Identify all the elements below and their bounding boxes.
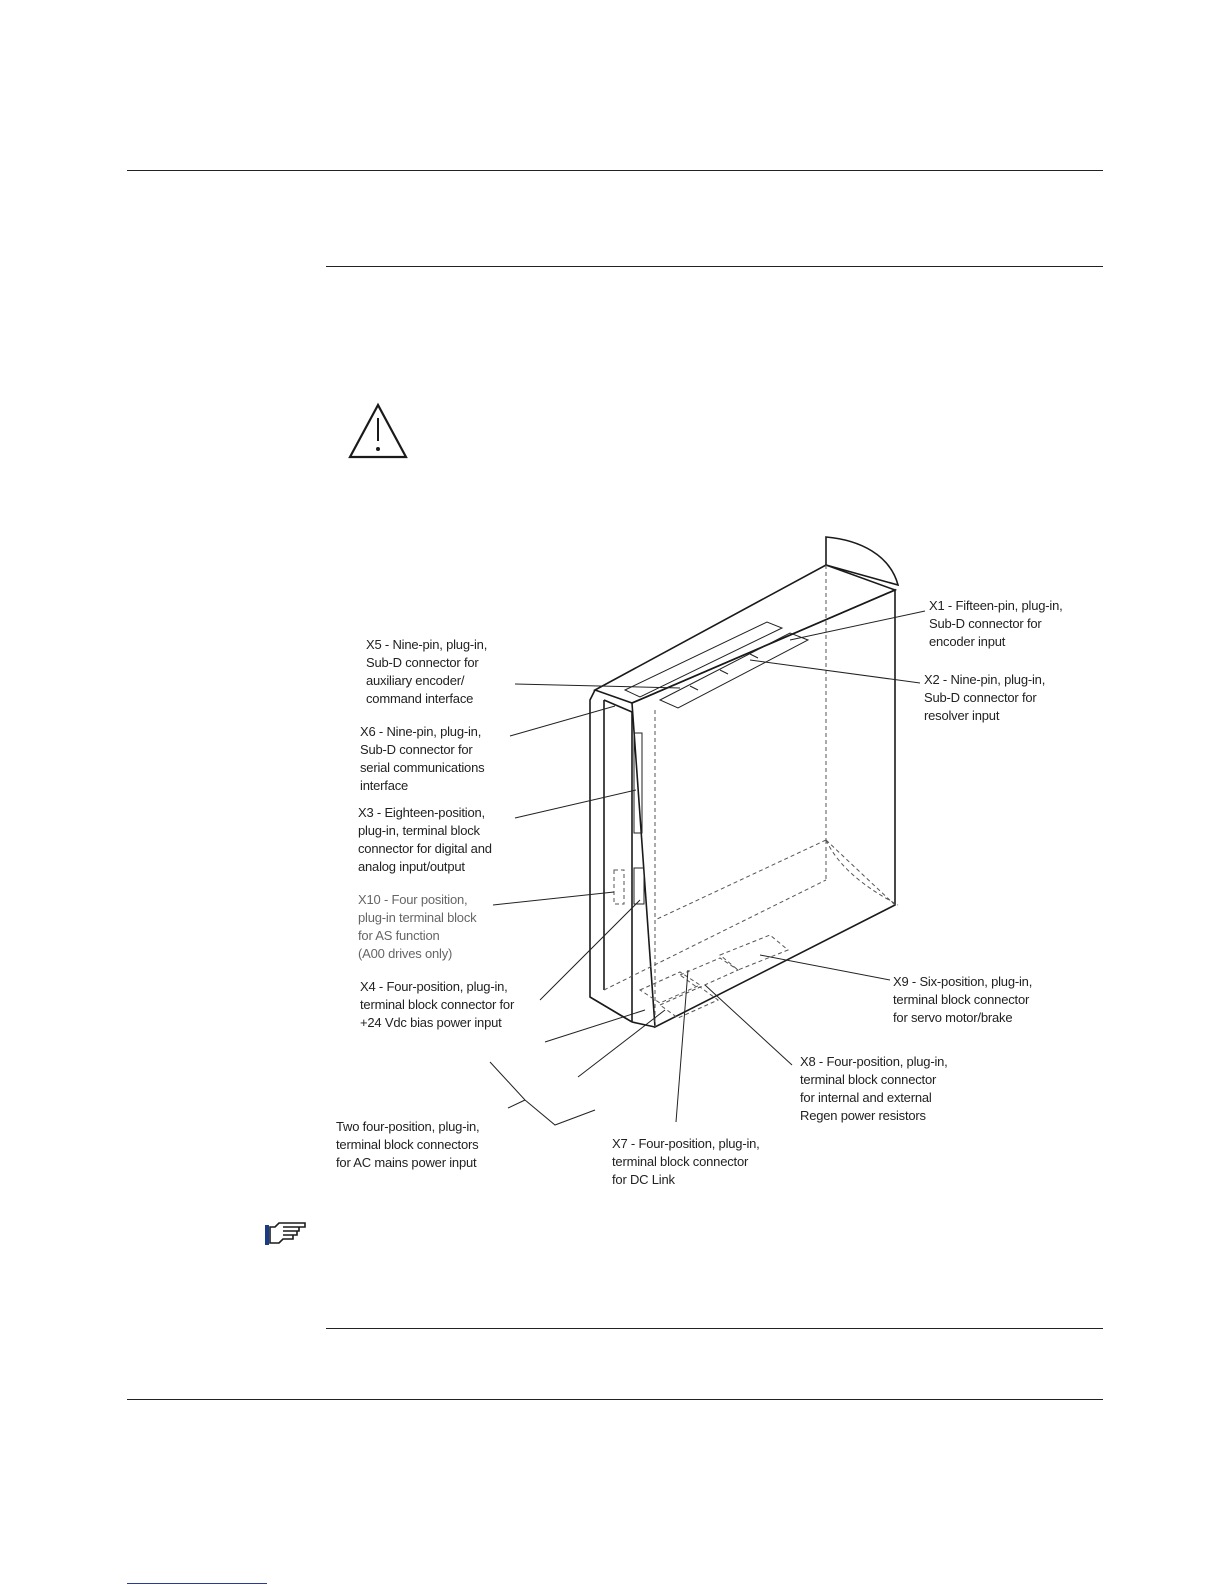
callout-x1 (929, 598, 1066, 649)
callout-x6-line2: Sub-D connector for (360, 742, 473, 757)
callout-x3 (358, 805, 495, 874)
callout-x9 (893, 974, 1036, 1025)
drive-unit-illustration (590, 537, 898, 1027)
callout-x1-line2: Sub-D connector for (929, 616, 1042, 631)
callout-x10 (358, 892, 480, 961)
callout-x5 (366, 637, 491, 706)
callout-ac-mains (336, 1119, 483, 1170)
callout-x7-line1: X7 - Four-position, plug-in, (612, 1136, 760, 1151)
callout-x5-line4: command interface (366, 691, 474, 706)
callout-x4-line2: terminal block connector for (360, 997, 515, 1012)
leader-lines (490, 611, 925, 1125)
callout-x7-line2: terminal block connector (612, 1154, 749, 1169)
callout-x2 (924, 672, 1049, 723)
callout-x8-line3: for internal and external (800, 1090, 932, 1105)
callout-x5-line1: X5 - Nine-pin, plug-in, (366, 637, 488, 652)
callout-x1-line3: encoder input (929, 634, 1006, 649)
callout-x4-line1: X4 - Four-position, plug-in, (360, 979, 508, 994)
callout-x7 (612, 1136, 763, 1187)
callout-x3-line1: X3 - Eighteen-position, (358, 805, 485, 820)
callout-x4 (360, 979, 518, 1030)
callout-x6-line1: X6 - Nine-pin, plug-in, (360, 724, 482, 739)
callout-x10-line2: plug-in terminal block (358, 910, 477, 925)
callout-x2-line2: Sub-D connector for (924, 690, 1037, 705)
callout-x1-line1: X1 - Fifteen-pin, plug-in, (929, 598, 1063, 613)
warning-triangle-icon (350, 405, 406, 457)
callout-x3-line3: connector for digital and (358, 841, 492, 856)
callout-x8-line1: X8 - Four-position, plug-in, (800, 1054, 948, 1069)
callout-x6-line4: interface (360, 778, 409, 793)
callout-x6-line3: serial communications (360, 760, 485, 775)
callout-ac-line3: for AC mains power input (336, 1155, 477, 1170)
callout-x8 (800, 1054, 951, 1123)
callout-x5-line2: Sub-D connector for (366, 655, 479, 670)
callout-x2-line1: X2 - Nine-pin, plug-in, (924, 672, 1046, 687)
callout-x8-line2: terminal block connector (800, 1072, 937, 1087)
callout-x8-line4: Regen power resistors (800, 1108, 926, 1123)
callout-x5-line3: auxiliary encoder/ (366, 673, 465, 688)
callout-x2-line3: resolver input (924, 708, 1000, 723)
callout-x4-line3: +24 Vdc bias power input (360, 1015, 502, 1030)
callout-ac-line1: Two four-position, plug-in, (336, 1119, 480, 1134)
pointing-hand-icon (265, 1223, 305, 1245)
callout-x7-line3: for DC Link (612, 1172, 675, 1187)
callout-x3-line4: analog input/output (358, 859, 465, 874)
callout-x9-line3: for servo motor/brake (893, 1010, 1013, 1025)
callout-x10-line1: X10 - Four position, (358, 892, 468, 907)
callout-x10-line3: for AS function (358, 928, 440, 943)
callout-x6 (360, 724, 488, 793)
callout-x3-line2: plug-in, terminal block (358, 823, 480, 838)
callout-x9-line2: terminal block connector (893, 992, 1030, 1007)
callout-x10-line4: (A00 drives only) (358, 946, 453, 961)
callout-ac-line2: terminal block connectors (336, 1137, 479, 1152)
callout-x9-line1: X9 - Six-position, plug-in, (893, 974, 1033, 989)
